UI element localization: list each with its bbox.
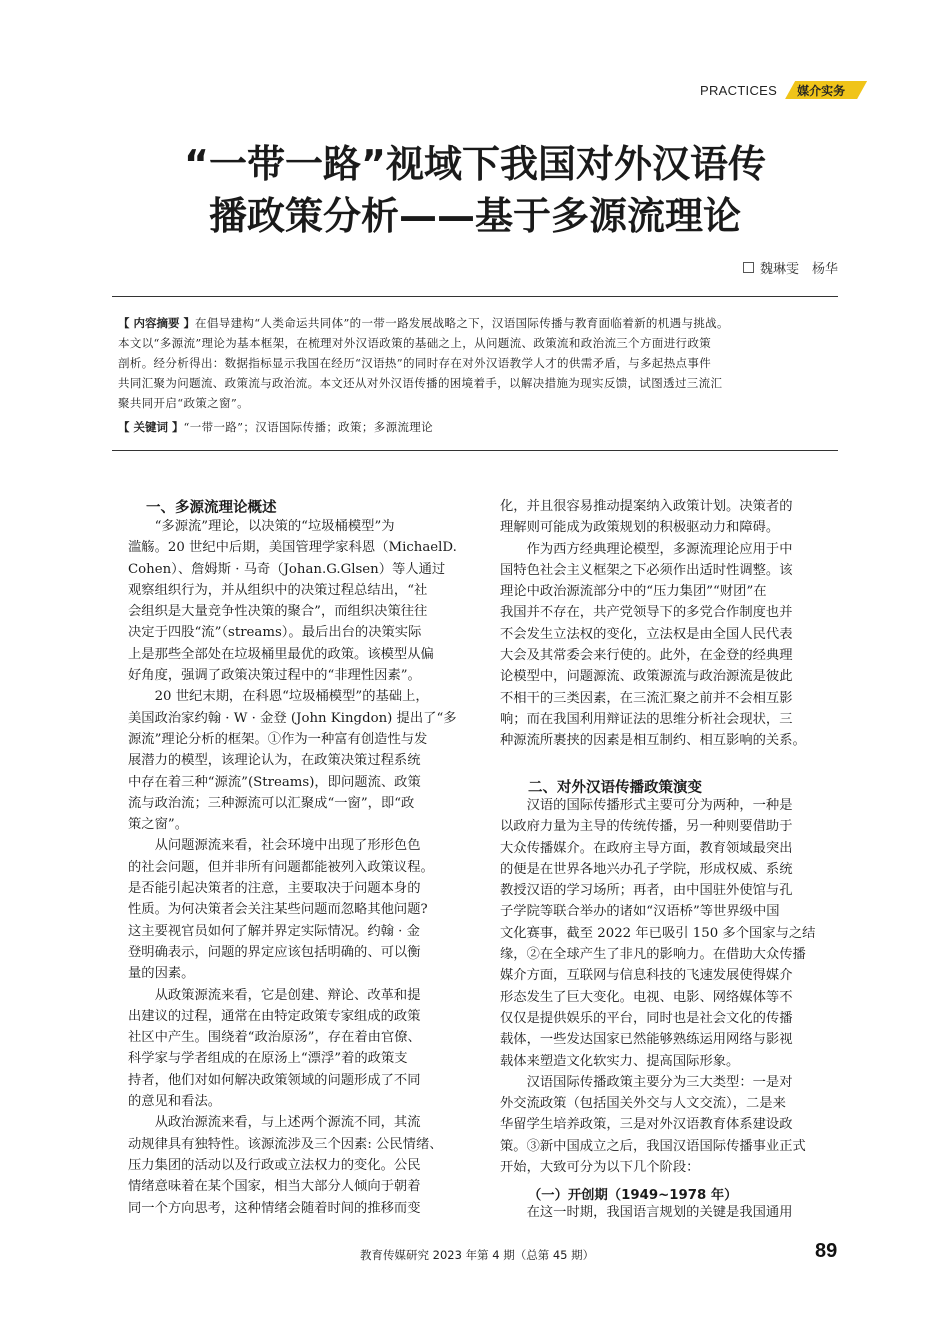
author-line (743, 258, 838, 277)
right-column-part-1 (500, 496, 840, 752)
text-line: 的便是在世界各地兴办孔子学院，形成权威、系统 (500, 861, 793, 877)
text-line: 同一个方向思考，这种情绪会随着时间的推移而变 (128, 1200, 421, 1216)
text-line: 在这一时期，我国语言规划的关键是我国通用 (500, 1205, 793, 1220)
abstract-top-rule (112, 296, 838, 297)
text-line: 国特色社会主义框架之下必须作出适时性调整。该 (500, 562, 793, 578)
article-title-line-1: “一带一路”视域下我国对外汉语传 (184, 142, 766, 186)
text-line: 我国并不存在，共产党领导下的多党合作制度也并 (500, 605, 793, 621)
text-line: 载体，一些发达国家已然能够熟练运用网络与影视 (500, 1032, 793, 1048)
text-line: 形态发生了巨大变化。电视、电影、网络媒体等不 (500, 989, 793, 1005)
keywords-line (118, 418, 836, 438)
text-line: 出建议的过程，通常在由特定政策专家组成的政策 (128, 1008, 421, 1024)
text-line: Cohen）、詹姆斯 · 马奇（Johan.G.Glsen）等人通过 (128, 561, 446, 577)
section-heading-2: 二、对外汉语传播政策演变 (528, 780, 702, 796)
text-line: 仅仅是提供娱乐的平台，同时也是社会文化的传播 (500, 1010, 793, 1026)
right-column-part-2 (500, 795, 840, 1178)
left-column (128, 516, 468, 1219)
text-line: 决定于四股“流”（streams）。最后出台的决策实际 (128, 625, 422, 641)
abstract-line-3: 剖析。经分析得出：数据指标显示我国在经历“汉语热”的同时存在对外汉语教学人才的供需矛盾，与多起热点事件 (118, 356, 712, 370)
abstract-line-5: 聚共同开启“政策之窗”。 (118, 396, 249, 410)
text-line: 美国政治家约翰 · W · 金登 (John Kingdon) 提出了“多 (128, 710, 457, 726)
text-line: 外交流政策（包括国关外交与人文交流），二是来 (500, 1096, 786, 1112)
text-line: 科学家与学者组成的在原汤上“漂浮”着的政策支 (128, 1051, 408, 1067)
text-line: 情绪意味着在某个国家，相当大部分人倾向于朝着 (128, 1179, 421, 1195)
text-line: 从问题源流来看，社会环境中出现了形形色色 (128, 838, 421, 854)
text-line: 子学院等联合举办的诸如“汉语桥”等世界级中国 (500, 904, 780, 920)
keywords: “一带一路”；汉语国际传播；政策；多源流理论 (183, 420, 433, 434)
running-header (700, 80, 867, 100)
section-heading-1: 一、多源流理论概述 (146, 500, 277, 516)
text-line: 源流”理论分析的框架。①作为一种富有创造性与发 (128, 731, 428, 747)
text-line: 开始，大致可分为以下几个阶段： (500, 1160, 700, 1176)
text-line: 种源流所裹挟的因素是相互制约、相互影响的关系。 (500, 733, 806, 749)
page-number: 89 (815, 1240, 838, 1262)
text-line: 缘，②在全球产生了非凡的影响力。在借助大众传播 (500, 947, 806, 963)
text-line: 策。③新中国成立之后，我国汉语国际传播事业正式 (500, 1138, 806, 1154)
text-line: 媒介方面，互联网与信息科技的飞速发展使得媒介 (500, 968, 793, 984)
authors: 魏琳雯 杨华 (759, 262, 838, 277)
text-line: 观察组织行为，并从组织中的决策过程总结出，“社 (128, 582, 428, 598)
text-line: 化，并且很容易推动提案纳入政策计划。决策者的 (500, 499, 793, 514)
text-line: 的意见和看法。 (128, 1094, 222, 1110)
text-line: 流与政治流；三种源流可以汇聚成“一窗”，即“政 (128, 795, 415, 811)
abstract-line-4: 共同汇聚为问题流、政策流与政治流。本文还从对外汉语传播的困境着手，以解决措施为现实反馈，试图透过三流汇 (118, 376, 723, 390)
abstract-line-2: 本文以“多源流”理论为基本框架，在梳理对外汉语政策的基础之上，从问题流、政策流和政治流三个方面进行政策 (118, 336, 712, 350)
text-line: 大众传播媒介。在政府主导方面，教育领域最突出 (500, 840, 793, 856)
text-line: 的社会问题，但并非所有问题都能被列入政策议程。 (128, 859, 434, 875)
section-label-en: PRACTICES (700, 82, 778, 98)
text-line: 登明确表示，问题的界定应该包括明确的、可以衡 (128, 944, 421, 960)
text-line: 大会及其常委会来行使的。此外，在金登的经典理 (500, 648, 793, 664)
subsection-heading-1: （一）开创期（1949~1978 年） (528, 1188, 738, 1203)
text-line: 论模型中，问题源流、政策源流与政治源流是彼此 (500, 669, 793, 685)
text-line: 以政府力量为主导的传统传播，另一种则要借助于 (500, 819, 793, 835)
text-line: 策之窗”。 (128, 817, 188, 833)
text-line: 持者，他们对如何解决政策领域的问题形成了不同 (128, 1072, 421, 1088)
text-line: 这主要视官员如何了解并界定实际情况。约翰 · 金 (128, 923, 420, 939)
text-line: 20 世纪末期，在科恩“垃圾桶模型”的基础上， (128, 689, 429, 705)
text-line: 文化赛事，截至 2022 年已吸引 150 多个国家与之结 (500, 925, 816, 941)
article-title-line-2: 播政策分析——基于多源流理论 (208, 194, 741, 238)
text-line: 上是那些全部处在垃圾桶里最优的政策。该模型从偏 (128, 646, 434, 662)
journal-footer: 教育传媒研究 2023 年第 4 期（总第 45 期） (360, 1248, 595, 1262)
text-line: 华留学生培养政策，三是对外汉语教育体系建设政 (500, 1117, 793, 1133)
section-label-cn: 媒介实务 (797, 84, 846, 98)
text-line: 从政治源流来看，与上述两个源流不同，其流 (128, 1115, 421, 1131)
text-line: 压力集团的活动以及行政或立法权力的变化。公民 (128, 1157, 421, 1173)
author-marker-icon (743, 262, 754, 273)
text-line: 性质。为何决策者会关注某些问题而忽略其他问题? (128, 902, 428, 918)
text-line: 是否能引起决策者的注意，主要取决于问题本身的 (128, 881, 421, 897)
text-line: “多源流”理论，以决策的“垃圾桶模型”为 (128, 519, 395, 534)
right-column-part-3 (500, 1202, 840, 1223)
text-line: 理论中政治源流部分中的“压力集团”“财团”在 (500, 584, 767, 600)
text-line: 不会发生立法权的变化，立法权是由全国人民代表 (500, 626, 793, 642)
text-line: 展潜力的模型，该理论认为，在政策决策过程系统 (128, 753, 421, 769)
text-line: 作为西方经典理论模型，多源流理论应用于中 (500, 541, 793, 557)
text-line: 会组织是大量竞争性决策的聚合”，而组织决策往往 (128, 604, 428, 620)
text-line: 理解则可能成为政策规划的积极驱动力和障碍。 (500, 520, 780, 536)
text-line: 不相干的三类因素，在三流汇聚之前并不会相互影 (500, 690, 793, 706)
text-line: 中存在着三种“源流”(Streams)，即问题流、政策 (128, 774, 421, 790)
abstract-line-1: 【 内容摘要 】在倡导建构“人类命运共同体”的一带一路发展战略之下，汉语国际传播与教育面临着新的机遇与挑战。 (118, 316, 729, 330)
text-line: 好角度，强调了政策决策过程中的“非理性因素”。 (128, 668, 421, 684)
text-line: 响；而在我国利用辩证法的思维分析社会现状，三 (500, 711, 793, 727)
abstract-label: 【 内容摘要 】 (118, 316, 196, 330)
text-line: 汉语的国际传播形式主要可分为两种，一种是 (500, 798, 793, 813)
section-badge (785, 81, 867, 99)
text-line: 滥觞。20 世纪中后期，美国管理学家科恩（MichaelD. (128, 540, 457, 556)
text-line: 从政策源流来看，它是创建、辩论、改革和提 (128, 987, 421, 1003)
abstract-bottom-rule (112, 450, 838, 451)
text-line: 动规律具有独特性。该源流涉及三个因素: 公民情绪、 (128, 1136, 443, 1152)
text-line: 载体来塑造文化软实力、提高国际形象。 (500, 1053, 740, 1069)
keywords-label: 【 关键词 】 (118, 420, 184, 434)
text-line: 社区中产生。围绕着“政治原汤”，存在着由官僚、 (128, 1030, 421, 1046)
text-line: 汉语国际传播政策主要分为三大类型：一是对 (500, 1074, 793, 1090)
text-line: 教授汉语的学习场所；再者，由中国驻外使馆与孔 (500, 883, 793, 899)
text-line: 量的因素。 (128, 966, 195, 982)
